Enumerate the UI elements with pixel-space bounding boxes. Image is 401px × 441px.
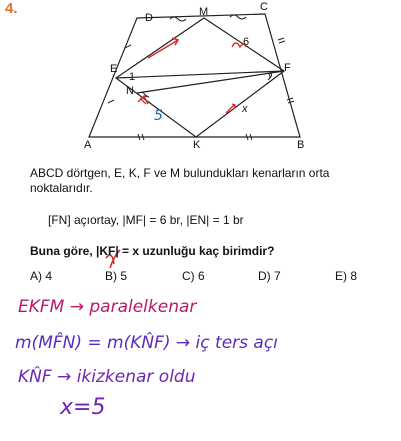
scribble-n <box>138 96 148 104</box>
angle-dot-n <box>145 95 147 97</box>
tick-ae <box>108 100 114 103</box>
point-label-b: B <box>297 139 305 151</box>
question-text: Buna göre, |KF| = x uzunluğu kaç birimdir? <box>30 244 275 258</box>
problem-statement: ABCD dörtgen, E, K, F ve M bulundukları kenarların orta noktalarıdır. <box>30 166 330 195</box>
handwritten-answer: x=5 <box>60 395 106 420</box>
tick-cf2 <box>279 41 285 43</box>
point-label-m: M <box>199 6 209 18</box>
point-label-a: A <box>84 139 92 151</box>
arrow-em-mark <box>148 38 178 58</box>
handwritten-five-figure: 5 <box>154 108 163 124</box>
angle-mark-f2 <box>268 73 270 80</box>
tick-fb2 <box>288 101 294 103</box>
option-a[interactable]: A) 4 <box>30 269 53 283</box>
point-label-e: E <box>110 63 118 75</box>
given-info: [FN] açıortay, |MF| = 6 br, |EN| = 1 br <box>48 213 244 227</box>
length-label-en: 1 <box>129 71 136 83</box>
question-number: 4. <box>5 0 18 17</box>
option-d[interactable]: D) 7 <box>258 269 281 283</box>
point-label-c: C <box>260 1 268 13</box>
point-label-d: D <box>145 12 153 24</box>
tick-cf1 <box>278 38 284 40</box>
option-e[interactable]: E) 8 <box>335 269 358 283</box>
option-b[interactable]: B) 5 <box>105 269 128 283</box>
point-label-k: K <box>193 139 201 151</box>
length-label-mf: 6 <box>243 36 250 48</box>
handwritten-line-2: m(MF̂N) = m(KN̂F) → iç ters açı <box>15 333 278 353</box>
handwritten-line-3: KN̂F → ikizkenar oldu <box>18 367 196 387</box>
point-label-n: N <box>126 85 134 97</box>
tick-mc <box>230 15 246 19</box>
tick-dm <box>170 17 186 21</box>
option-c[interactable]: C) 6 <box>182 269 205 283</box>
point-label-f: F <box>284 62 291 74</box>
handwritten-line-1: EKFM → paralelkenar <box>18 297 197 317</box>
length-label-x: x <box>242 103 248 115</box>
